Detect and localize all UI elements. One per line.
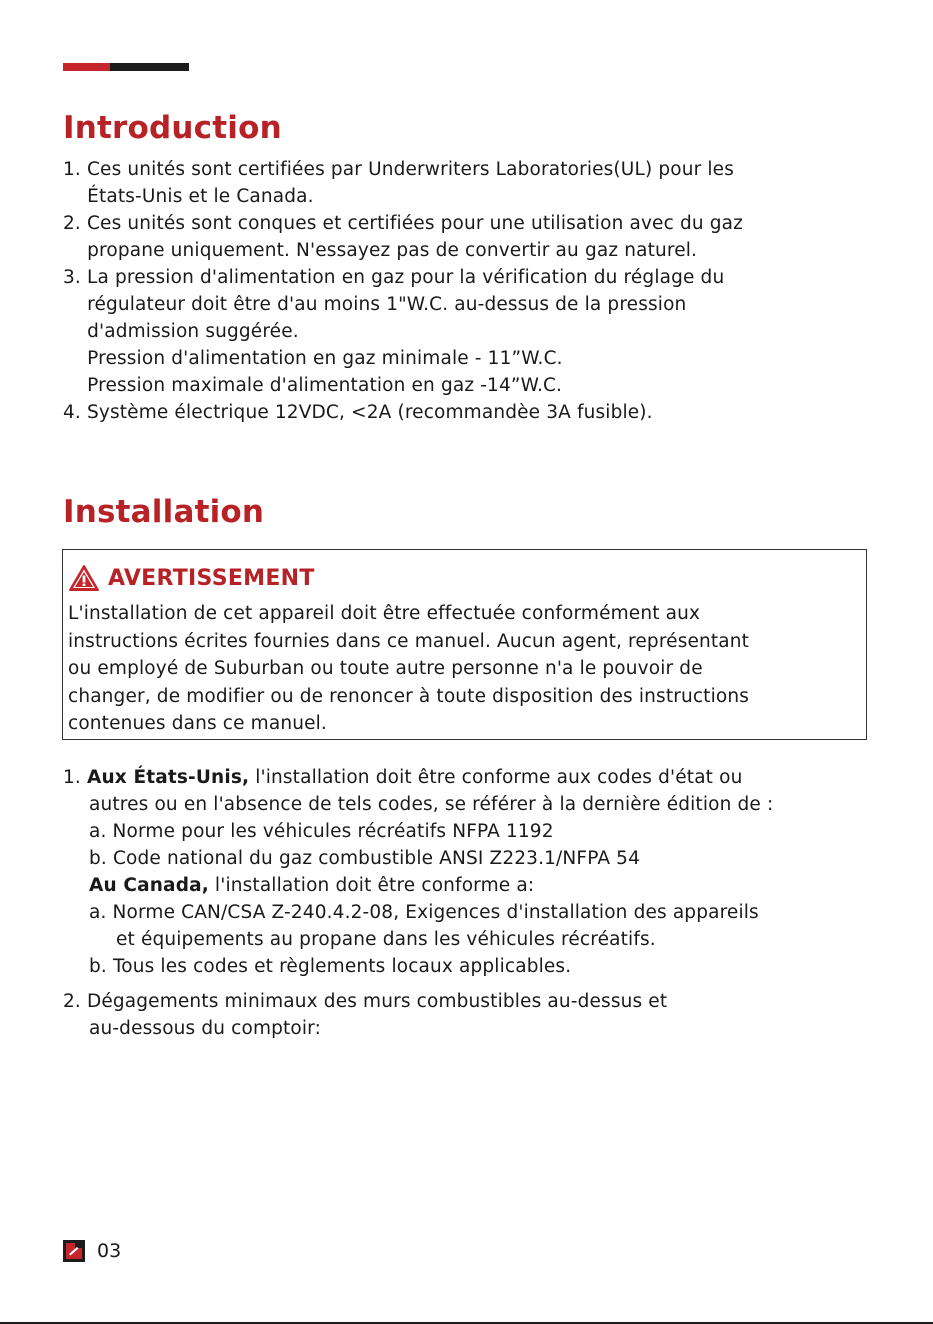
intro-line: 2. Ces unités sont conques et certifiées pour une utilisation avec du gaz — [63, 213, 743, 234]
item1-line: autres ou en l'absence de tels codes, se référer à la dernière édition de : — [89, 794, 774, 815]
accent-bar-dark — [110, 63, 189, 71]
intro-line: Pression maximale d'alimentation en gaz -14”W.C. — [63, 375, 563, 396]
page-footer — [63, 1240, 121, 1262]
intro-line: d'admission suggérée. — [63, 321, 299, 342]
warning-line: L'installation de cet appareil doit être effectuée conformément aux — [68, 603, 701, 624]
warning-header — [68, 564, 315, 592]
item1-ca-text: l'installation doit être conforme a: — [208, 875, 535, 896]
item1-line: b. Code national du gaz combustible ANSI Z223.1/NFPA 54 — [89, 848, 641, 869]
item1-line: a. Norme CAN/CSA Z-240.4.2-08, Exigences d'installation des appareils — [89, 902, 759, 923]
accent-bar-red — [63, 63, 110, 71]
item2-line: 2. Dégagements minimaux des murs combustibles au-dessus et — [63, 991, 668, 1012]
item1-number: 1. — [63, 767, 87, 788]
intro-line: Pression d'alimentation en gaz minimale - 11”W.C. — [63, 348, 563, 369]
item2-line: au-dessous du comptoir: — [89, 1018, 321, 1039]
brand-logo-icon — [63, 1240, 85, 1262]
item1-us-label: Aux États-Unis, — [86, 767, 250, 788]
warning-text — [68, 600, 749, 738]
item1-us-text: l'installation doit être conforme aux codes d'état ou — [249, 767, 743, 788]
warning-line: instructions écrites fournies dans ce manuel. Aucun agent, représentant — [68, 630, 750, 652]
install-item-1 — [63, 764, 773, 980]
intro-line: 3. La pression d'alimentation en gaz pour la vérification du réglage du — [63, 267, 725, 288]
warning-box — [62, 549, 867, 740]
install-item-2 — [63, 988, 667, 1042]
intro-line: États-Unis et le Canada. — [63, 186, 314, 207]
item1-line: a. Norme pour les véhicules récréatifs NFPA 1192 — [89, 821, 554, 842]
intro-line: 1. Ces unités sont certifiées par Underwriters Laboratories(UL) pour les — [63, 159, 734, 180]
item1-line1 — [63, 764, 773, 791]
intro-line: propane uniquement. N'essayez pas de convertir au gaz naturel. — [63, 240, 698, 261]
item1-canada-line — [63, 872, 773, 899]
intro-list — [63, 156, 743, 426]
page-number: 03 — [97, 1240, 122, 1262]
warning-line: contenues dans ce manuel. — [68, 713, 327, 734]
warning-line: ou employé de Suburban ou toute autre personne n'a le pouvoir de — [68, 658, 703, 679]
intro-title: Introduction — [63, 110, 282, 146]
item1-line: b. Tous les codes et règlements locaux applicables. — [89, 956, 572, 977]
warning-title: AVERTISSEMENT — [108, 565, 315, 591]
item1-ca-label: Au Canada, — [89, 875, 209, 896]
warning-line: changer, de modifier ou de renoncer à toute disposition des instructions — [68, 685, 750, 707]
intro-line: 4. Système électrique 12VDC, <2A (recommandèe 3A fusible). — [63, 402, 653, 423]
intro-line: régulateur doit être d'au moins 1"W.C. au-dessus de la pression — [63, 294, 687, 315]
warning-triangle-icon — [68, 564, 100, 592]
installation-title: Installation — [63, 494, 265, 530]
item1-line: et équipements au propane dans les véhicules récréatifs. — [116, 929, 656, 950]
header-accent-bar — [63, 63, 189, 71]
